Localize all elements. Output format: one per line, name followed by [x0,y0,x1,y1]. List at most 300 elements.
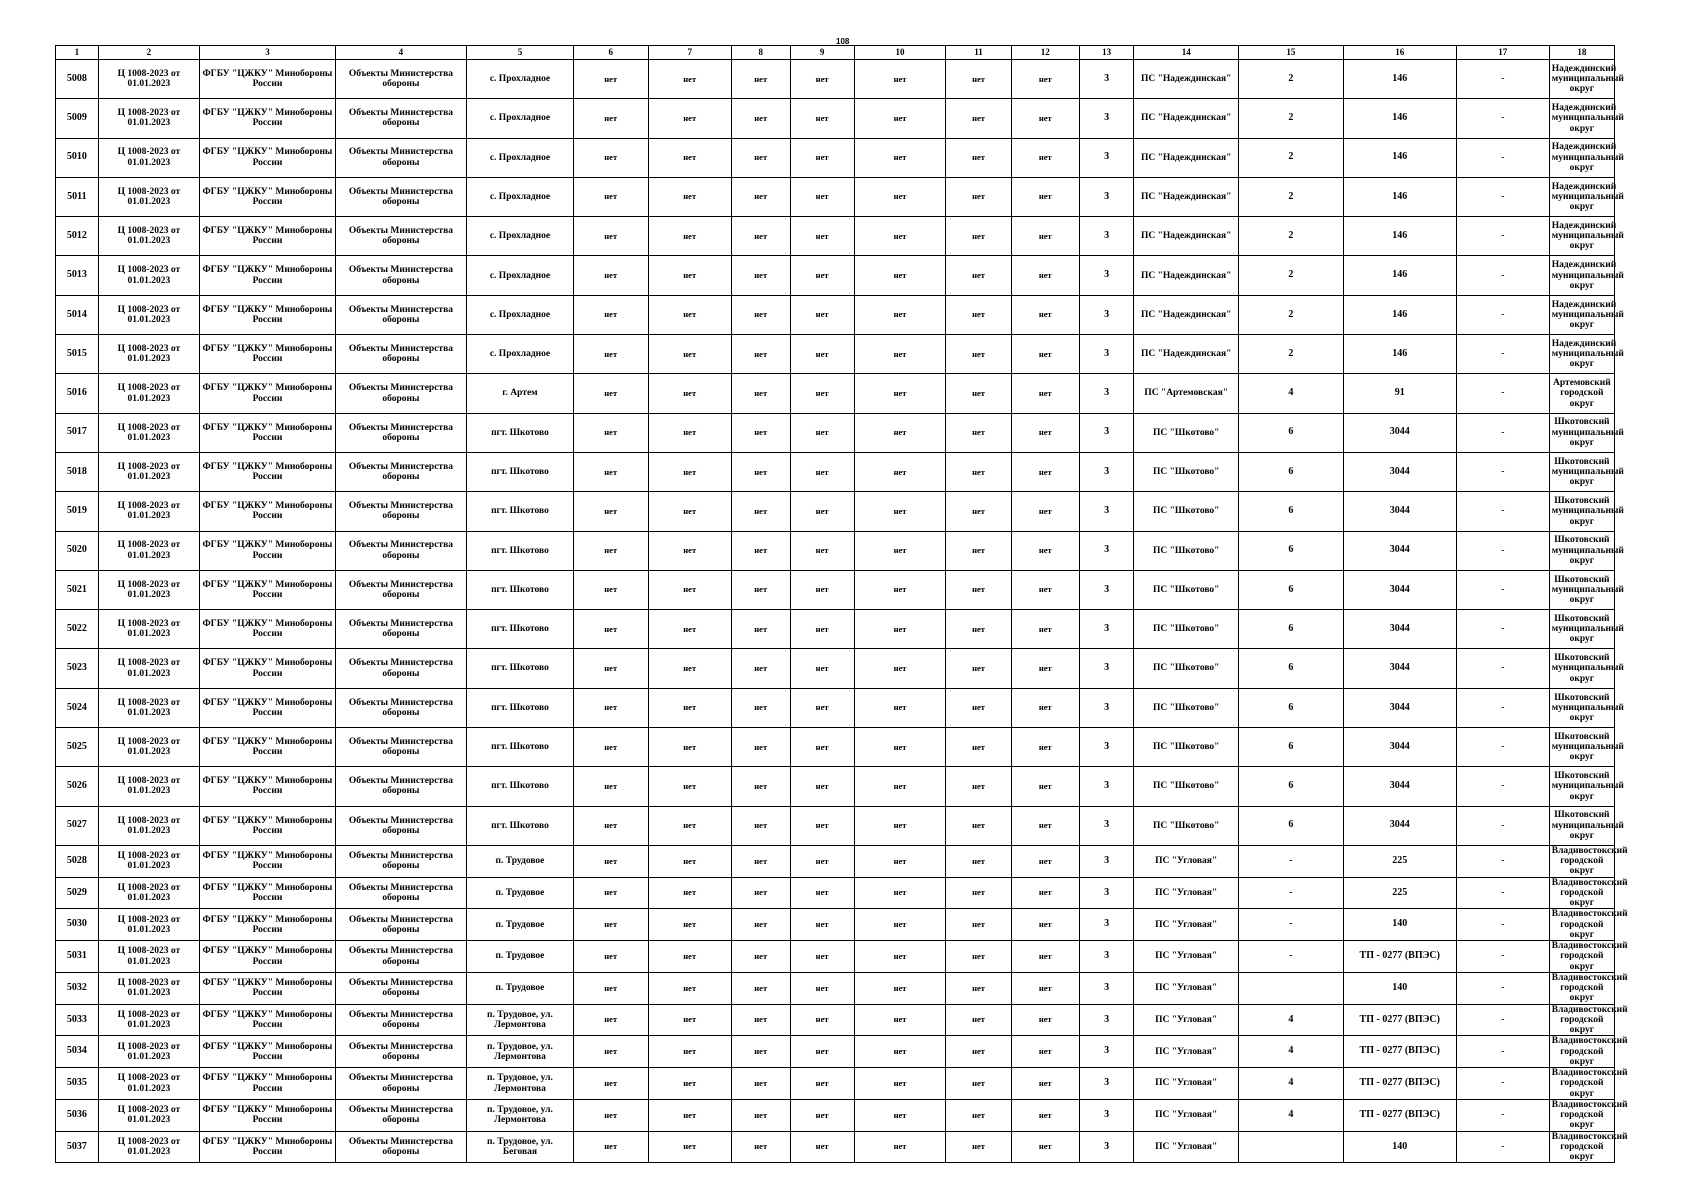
cell-municipality: Артемовский городской округ [1549,374,1614,413]
cell-object-type: Объекты Министерства обороны [335,1036,466,1068]
cell-contract: Ц 1008-2023 от 01.01.2023 [98,728,199,767]
cell-col-9: нет [790,138,854,177]
cell-contract: Ц 1008-2023 от 01.01.2023 [98,256,199,295]
cell-contract: Ц 1008-2023 от 01.01.2023 [98,806,199,845]
cell-voltage-class: 3 [1079,806,1133,845]
cell-col-17: - [1456,60,1549,99]
cell-col-11: нет [946,909,1011,941]
cell-feeder: 3044 [1343,767,1456,806]
cell-row-number: 5020 [56,531,99,570]
cell-col-7: нет [648,972,731,1004]
cell-col-9: нет [790,972,854,1004]
cell-col-6: нет [573,335,648,374]
cell-municipality: Владивостокский городской округ [1549,1131,1614,1163]
cell-voltage-class: 3 [1079,531,1133,570]
cell-contract: Ц 1008-2023 от 01.01.2023 [98,60,199,99]
cell-col-15: 2 [1239,217,1344,256]
cell-locality: п. Трудовое [467,877,574,909]
cell-organization: ФГБУ "ЦЖКУ" Минобороны России [200,452,336,491]
cell-contract: Ц 1008-2023 от 01.01.2023 [98,492,199,531]
cell-col-8: нет [731,688,790,727]
cell-col-11: нет [946,649,1011,688]
cell-municipality: Шкотовский муниципальный округ [1549,570,1614,609]
cell-col-17: - [1456,941,1549,973]
cell-col-10: нет [854,1131,946,1163]
cell-substation: ПС "Шкотово" [1134,806,1239,845]
cell-feeder: ТП - 0277 (ВПЭС) [1343,1068,1456,1100]
table-row [56,845,1615,877]
cell-col-17: - [1456,492,1549,531]
cell-municipality: Надеждинский муниципальный округ [1549,138,1614,177]
cell-municipality: Надеждинский муниципальный округ [1549,256,1614,295]
table-row [56,806,1615,845]
table-row [56,374,1615,413]
cell-substation: ПС "Надеждинская" [1134,138,1239,177]
cell-col-10: нет [854,909,946,941]
table-row [56,138,1615,177]
cell-col-10: нет [854,767,946,806]
cell-col-15: 4 [1239,374,1344,413]
cell-organization: ФГБУ "ЦЖКУ" Минобороны России [200,610,336,649]
cell-col-15: 6 [1239,649,1344,688]
cell-row-number: 5016 [56,374,99,413]
cell-voltage-class: 3 [1079,138,1133,177]
cell-contract: Ц 1008-2023 от 01.01.2023 [98,610,199,649]
cell-municipality: Владивостокский городской округ [1549,1099,1614,1131]
cell-col-8: нет [731,531,790,570]
cell-object-type: Объекты Министерства обороны [335,909,466,941]
table-row [56,335,1615,374]
cell-substation: ПС "Шкотово" [1134,570,1239,609]
column-number-4: 4 [335,46,466,60]
cell-col-10: нет [854,1004,946,1036]
cell-col-10: нет [854,728,946,767]
table-row [56,877,1615,909]
cell-organization: ФГБУ "ЦЖКУ" Минобороны России [200,256,336,295]
cell-row-number: 5012 [56,217,99,256]
cell-col-17: - [1456,1099,1549,1131]
cell-col-15: - [1239,877,1344,909]
cell-col-8: нет [731,972,790,1004]
cell-municipality: Надеждинский муниципальный округ [1549,335,1614,374]
cell-col-11: нет [946,335,1011,374]
cell-locality: с. Прохладное [467,138,574,177]
cell-col-7: нет [648,688,731,727]
cell-locality: пгт. Шкотово [467,649,574,688]
cell-col-8: нет [731,570,790,609]
cell-col-12: нет [1011,1131,1079,1163]
cell-row-number: 5027 [56,806,99,845]
cell-col-15: 6 [1239,688,1344,727]
cell-col-15: 2 [1239,177,1344,216]
cell-municipality: Владивостокский городской округ [1549,972,1614,1004]
cell-voltage-class: 3 [1079,60,1133,99]
cell-col-6: нет [573,767,648,806]
cell-contract: Ц 1008-2023 от 01.01.2023 [98,1036,199,1068]
cell-col-7: нет [648,335,731,374]
cell-col-10: нет [854,374,946,413]
cell-locality: пгт. Шкотово [467,806,574,845]
cell-organization: ФГБУ "ЦЖКУ" Минобороны России [200,217,336,256]
cell-col-6: нет [573,570,648,609]
cell-col-17: - [1456,806,1549,845]
cell-municipality: Шкотовский муниципальный округ [1549,531,1614,570]
cell-col-8: нет [731,138,790,177]
cell-col-10: нет [854,256,946,295]
column-number-6: 6 [573,46,648,60]
cell-col-9: нет [790,941,854,973]
cell-col-9: нет [790,374,854,413]
cell-col-11: нет [946,99,1011,138]
cell-col-12: нет [1011,767,1079,806]
cell-col-9: нет [790,295,854,334]
cell-row-number: 5011 [56,177,99,216]
cell-voltage-class: 3 [1079,570,1133,609]
cell-col-7: нет [648,941,731,973]
cell-col-11: нет [946,177,1011,216]
cell-col-9: нет [790,688,854,727]
cell-col-17: - [1456,335,1549,374]
cell-col-7: нет [648,649,731,688]
column-number-5: 5 [467,46,574,60]
cell-substation: ПС "Угловая" [1134,845,1239,877]
cell-col-15: - [1239,909,1344,941]
cell-col-17: - [1456,845,1549,877]
table-row [56,99,1615,138]
cell-row-number: 5009 [56,99,99,138]
table-row [56,295,1615,334]
cell-organization: ФГБУ "ЦЖКУ" Минобороны России [200,60,336,99]
cell-col-12: нет [1011,845,1079,877]
cell-organization: ФГБУ "ЦЖКУ" Минобороны России [200,877,336,909]
cell-row-number: 5034 [56,1036,99,1068]
cell-col-11: нет [946,972,1011,1004]
cell-col-6: нет [573,845,648,877]
cell-col-10: нет [854,99,946,138]
cell-col-17: - [1456,295,1549,334]
cell-col-8: нет [731,1004,790,1036]
cell-col-17: - [1456,972,1549,1004]
cell-col-12: нет [1011,1036,1079,1068]
cell-col-10: нет [854,1099,946,1131]
cell-col-10: нет [854,845,946,877]
cell-col-15: 4 [1239,1004,1344,1036]
table-row [56,767,1615,806]
cell-col-6: нет [573,217,648,256]
cell-voltage-class: 3 [1079,1036,1133,1068]
column-number-1: 1 [56,46,99,60]
cell-organization: ФГБУ "ЦЖКУ" Минобороны России [200,335,336,374]
cell-substation: ПС "Шкотово" [1134,492,1239,531]
cell-substation: ПС "Шкотово" [1134,649,1239,688]
table-row [56,1068,1615,1100]
cell-col-11: нет [946,941,1011,973]
cell-col-11: нет [946,806,1011,845]
cell-voltage-class: 3 [1079,909,1133,941]
cell-col-8: нет [731,492,790,531]
cell-col-12: нет [1011,972,1079,1004]
table-row [56,610,1615,649]
cell-row-number: 5029 [56,877,99,909]
cell-col-12: нет [1011,806,1079,845]
cell-col-8: нет [731,877,790,909]
column-number-7: 7 [648,46,731,60]
cell-feeder: 3044 [1343,413,1456,452]
cell-col-10: нет [854,649,946,688]
cell-col-7: нет [648,1068,731,1100]
table-row [56,177,1615,216]
cell-col-9: нет [790,99,854,138]
cell-voltage-class: 3 [1079,217,1133,256]
cell-col-12: нет [1011,492,1079,531]
cell-col-9: нет [790,177,854,216]
cell-row-number: 5030 [56,909,99,941]
cell-object-type: Объекты Министерства обороны [335,531,466,570]
cell-col-7: нет [648,177,731,216]
cell-locality: п. Трудовое [467,941,574,973]
cell-contract: Ц 1008-2023 от 01.01.2023 [98,1004,199,1036]
cell-col-10: нет [854,60,946,99]
cell-col-7: нет [648,570,731,609]
cell-col-9: нет [790,610,854,649]
cell-voltage-class: 3 [1079,1131,1133,1163]
cell-col-11: нет [946,1004,1011,1036]
cell-row-number: 5025 [56,728,99,767]
cell-organization: ФГБУ "ЦЖКУ" Минобороны России [200,492,336,531]
cell-col-7: нет [648,877,731,909]
cell-substation: ПС "Угловая" [1134,877,1239,909]
cell-col-17: - [1456,610,1549,649]
cell-locality: пгт. Шкотово [467,767,574,806]
cell-substation: ПС "Шкотово" [1134,452,1239,491]
cell-col-7: нет [648,138,731,177]
cell-col-10: нет [854,972,946,1004]
cell-voltage-class: 3 [1079,877,1133,909]
cell-col-15: 2 [1239,256,1344,295]
cell-col-11: нет [946,256,1011,295]
cell-col-11: нет [946,413,1011,452]
cell-col-8: нет [731,1068,790,1100]
cell-object-type: Объекты Министерства обороны [335,138,466,177]
cell-feeder: 3044 [1343,610,1456,649]
cell-col-7: нет [648,492,731,531]
cell-col-7: нет [648,295,731,334]
cell-col-17: - [1456,217,1549,256]
cell-col-9: нет [790,877,854,909]
cell-col-7: нет [648,845,731,877]
table-row [56,531,1615,570]
cell-col-11: нет [946,531,1011,570]
cell-substation: ПС "Угловая" [1134,972,1239,1004]
cell-municipality: Владивостокский городской округ [1549,941,1614,973]
cell-col-9: нет [790,60,854,99]
cell-col-7: нет [648,728,731,767]
cell-col-8: нет [731,217,790,256]
cell-object-type: Объекты Министерства обороны [335,177,466,216]
cell-organization: ФГБУ "ЦЖКУ" Минобороны России [200,531,336,570]
cell-col-6: нет [573,295,648,334]
cell-col-12: нет [1011,1099,1079,1131]
cell-col-17: - [1456,256,1549,295]
cell-voltage-class: 3 [1079,941,1133,973]
cell-col-6: нет [573,1004,648,1036]
cell-col-12: нет [1011,256,1079,295]
table-row [56,1004,1615,1036]
cell-feeder: 3044 [1343,728,1456,767]
cell-col-10: нет [854,531,946,570]
cell-organization: ФГБУ "ЦЖКУ" Минобороны России [200,295,336,334]
cell-object-type: Объекты Министерства обороны [335,99,466,138]
cell-voltage-class: 3 [1079,256,1133,295]
cell-feeder: 225 [1343,845,1456,877]
cell-col-9: нет [790,728,854,767]
cell-contract: Ц 1008-2023 от 01.01.2023 [98,688,199,727]
cell-col-17: - [1456,138,1549,177]
cell-voltage-class: 3 [1079,845,1133,877]
cell-feeder: ТП - 0277 (ВПЭС) [1343,941,1456,973]
cell-feeder: ТП - 0277 (ВПЭС) [1343,1036,1456,1068]
cell-col-17: - [1456,909,1549,941]
cell-locality: пгт. Шкотово [467,610,574,649]
cell-contract: Ц 1008-2023 от 01.01.2023 [98,452,199,491]
column-number-11: 11 [946,46,1011,60]
cell-substation: ПС "Шкотово" [1134,610,1239,649]
cell-locality: пгт. Шкотово [467,688,574,727]
cell-col-7: нет [648,60,731,99]
cell-col-11: нет [946,1099,1011,1131]
cell-substation: ПС "Угловая" [1134,1068,1239,1100]
cell-object-type: Объекты Министерства обороны [335,452,466,491]
cell-locality: п. Трудовое, ул. Беговая [467,1131,574,1163]
cell-organization: ФГБУ "ЦЖКУ" Минобороны России [200,570,336,609]
cell-col-12: нет [1011,610,1079,649]
cell-contract: Ц 1008-2023 от 01.01.2023 [98,1099,199,1131]
cell-col-17: - [1456,649,1549,688]
cell-contract: Ц 1008-2023 от 01.01.2023 [98,972,199,1004]
cell-substation: ПС "Шкотово" [1134,767,1239,806]
cell-municipality: Шкотовский муниципальный округ [1549,767,1614,806]
cell-substation: ПС "Надеждинская" [1134,177,1239,216]
table-row [56,1131,1615,1163]
cell-contract: Ц 1008-2023 от 01.01.2023 [98,295,199,334]
cell-col-6: нет [573,492,648,531]
cell-col-9: нет [790,1131,854,1163]
cell-col-6: нет [573,374,648,413]
cell-col-10: нет [854,688,946,727]
cell-municipality: Надеждинский муниципальный округ [1549,217,1614,256]
cell-voltage-class: 3 [1079,99,1133,138]
cell-locality: п. Трудовое [467,845,574,877]
cell-col-7: нет [648,99,731,138]
cell-col-9: нет [790,649,854,688]
cell-col-17: - [1456,1036,1549,1068]
cell-col-12: нет [1011,60,1079,99]
cell-col-17: - [1456,877,1549,909]
cell-col-11: нет [946,374,1011,413]
cell-row-number: 5023 [56,649,99,688]
cell-col-12: нет [1011,138,1079,177]
cell-col-7: нет [648,1131,731,1163]
table-row [56,217,1615,256]
cell-municipality: Шкотовский муниципальный округ [1549,492,1614,531]
cell-col-11: нет [946,452,1011,491]
cell-col-8: нет [731,99,790,138]
column-number-17: 17 [1456,46,1549,60]
cell-feeder: 146 [1343,138,1456,177]
cell-locality: п. Трудовое, ул. Лермонтова [467,1099,574,1131]
table-row [56,909,1615,941]
cell-col-9: нет [790,909,854,941]
cell-object-type: Объекты Министерства обороны [335,1131,466,1163]
cell-col-15: 6 [1239,452,1344,491]
cell-col-11: нет [946,295,1011,334]
cell-col-9: нет [790,492,854,531]
cell-municipality: Владивостокский городской округ [1549,1068,1614,1100]
cell-col-11: нет [946,728,1011,767]
cell-col-15: - [1239,845,1344,877]
cell-voltage-class: 3 [1079,610,1133,649]
cell-locality: п. Трудовое [467,909,574,941]
column-number-16: 16 [1343,46,1456,60]
cell-object-type: Объекты Министерства обороны [335,1068,466,1100]
cell-municipality: Шкотовский муниципальный округ [1549,610,1614,649]
cell-col-7: нет [648,1004,731,1036]
cell-col-10: нет [854,452,946,491]
cell-row-number: 5031 [56,941,99,973]
table-row [56,256,1615,295]
cell-col-15: 2 [1239,138,1344,177]
cell-feeder: ТП - 0277 (ВПЭС) [1343,1004,1456,1036]
column-number-13: 13 [1079,46,1133,60]
cell-contract: Ц 1008-2023 от 01.01.2023 [98,138,199,177]
cell-organization: ФГБУ "ЦЖКУ" Минобороны России [200,845,336,877]
table-row [56,941,1615,973]
cell-row-number: 5019 [56,492,99,531]
cell-municipality: Шкотовский муниципальный округ [1549,806,1614,845]
cell-contract: Ц 1008-2023 от 01.01.2023 [98,217,199,256]
cell-organization: ФГБУ "ЦЖКУ" Минобороны России [200,767,336,806]
cell-feeder: 3044 [1343,570,1456,609]
column-number-12: 12 [1011,46,1079,60]
cell-locality: с. Прохладное [467,217,574,256]
cell-row-number: 5037 [56,1131,99,1163]
cell-col-8: нет [731,335,790,374]
cell-col-10: нет [854,413,946,452]
cell-organization: ФГБУ "ЦЖКУ" Минобороны России [200,1131,336,1163]
cell-substation: ПС "Шкотово" [1134,413,1239,452]
cell-col-11: нет [946,688,1011,727]
cell-substation: ПС "Надеждинская" [1134,335,1239,374]
cell-col-10: нет [854,877,946,909]
cell-col-8: нет [731,374,790,413]
cell-col-17: - [1456,728,1549,767]
cell-col-10: нет [854,806,946,845]
cell-contract: Ц 1008-2023 от 01.01.2023 [98,374,199,413]
cell-col-9: нет [790,335,854,374]
cell-row-number: 5024 [56,688,99,727]
cell-contract: Ц 1008-2023 от 01.01.2023 [98,767,199,806]
cell-col-6: нет [573,256,648,295]
cell-organization: ФГБУ "ЦЖКУ" Минобороны России [200,972,336,1004]
cell-col-8: нет [731,1036,790,1068]
cell-col-17: - [1456,570,1549,609]
table-row [56,972,1615,1004]
cell-col-12: нет [1011,728,1079,767]
cell-col-7: нет [648,452,731,491]
cell-col-11: нет [946,492,1011,531]
cell-col-17: - [1456,177,1549,216]
cell-voltage-class: 3 [1079,688,1133,727]
